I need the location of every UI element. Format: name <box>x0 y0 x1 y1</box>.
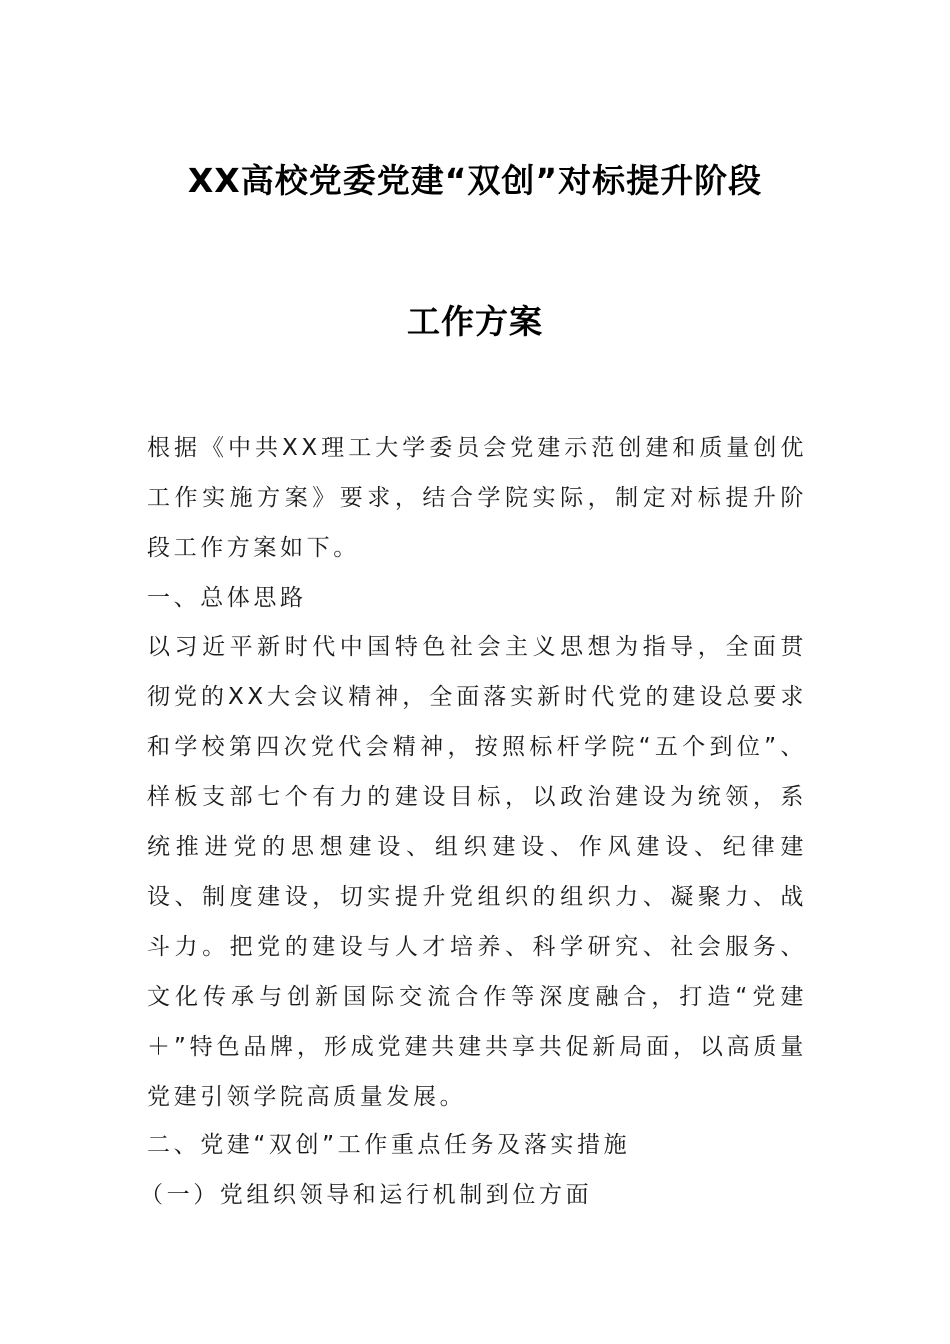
document-title-line-2: 工作方案 <box>407 302 543 341</box>
section-1-heading: 一、总体思路 <box>147 585 307 611</box>
section-2-heading: 二、党建“双创”工作重点任务及落实措施 <box>147 1132 631 1158</box>
document-title-line-1: XX高校党委党建“双创”对标提升阶段 <box>187 161 763 200</box>
intro-paragraph: 根据《中共XX理工大学委员会党建示范创建和质量创优工作实施方案》要求，结合学院实际，制定对标提升阶段工作方案如下。 <box>147 435 807 561</box>
subsection-1-heading: （一）党组织领导和运行机制到位方面 <box>140 1182 593 1208</box>
section-1-paragraph: 以习近平新时代中国特色社会主义思想为指导，全面贯彻党的XX大会议精神，全面落实新时代党的建设总要求和学校第四次党代会精神，按照标杆学院“五个到位”、样板支部七个有力的建设目标，以政治建设为统领，系统推进党的思想建设、组织建设、作风建设、纪律建设、制度建设，切实提升党组织的组织力、凝聚力、战斗力。把党的建设与人才培养、科学研究、社会服务、文化传承与创新国际交流合作等深度融合，打造“党建＋”特色品牌，形成党建共建共享共促新局面，以高质量党建引领学院高质量发展。 <box>147 634 807 1110</box>
